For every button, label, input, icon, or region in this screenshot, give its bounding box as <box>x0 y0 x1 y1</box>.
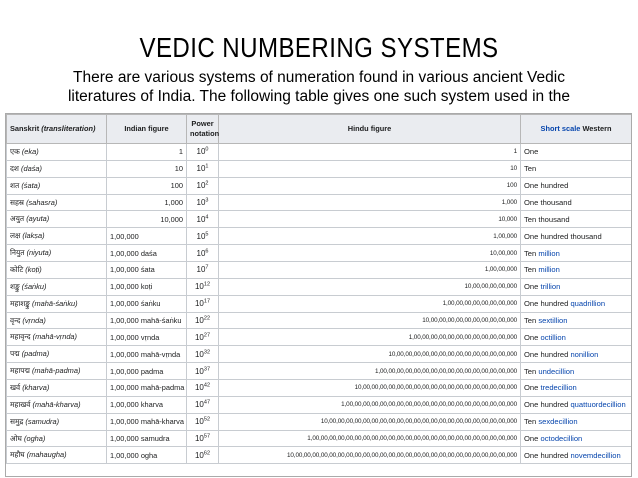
power-base: 10 <box>194 400 204 410</box>
power-exponent: 6 <box>205 247 209 254</box>
sanskrit-cell <box>7 396 107 413</box>
power-exponent: 7 <box>205 264 209 271</box>
power-exponent: 1 <box>205 163 209 170</box>
power-base: 10 <box>196 248 206 258</box>
hindu-figure-cell: 10 <box>219 160 521 177</box>
power-exponent: 32 <box>203 349 211 356</box>
western-prefix: Ten <box>524 248 539 258</box>
indian-figure-cell: 1,00,000 śata <box>107 262 187 279</box>
power-exponent: 62 <box>203 450 211 457</box>
table-row <box>7 346 632 363</box>
header-short-scale-western <box>521 115 632 144</box>
sanskrit-cell <box>7 177 107 194</box>
western-prefix: Ten <box>524 417 539 427</box>
power-notation-cell <box>187 295 219 312</box>
western-prefix: One <box>524 147 539 157</box>
power-notation-cell <box>187 363 219 380</box>
western-scale-link[interactable]: trillion <box>540 282 561 292</box>
power-base: 10 <box>194 299 204 309</box>
power-base: 10 <box>196 214 206 224</box>
sanskrit-word: पद्म <box>10 349 20 359</box>
indian-figure-cell: 1,00,000 <box>107 228 187 245</box>
western-prefix: Ten <box>524 366 539 376</box>
indian-figure-cell: 1,00,000 mahā-vṛnda <box>107 346 187 363</box>
sanskrit-cell <box>7 380 107 397</box>
hindu-figure-cell: 10,00,00,00,00,00,00,00,00,00,00,00,00,00,00,00,00,00,00,00,00,00,00,00,00,00,000 <box>219 447 521 464</box>
power-notation-cell <box>187 245 219 262</box>
short-scale-link[interactable]: Short scale <box>540 124 581 133</box>
western-prefix: One hundred <box>524 349 571 359</box>
western-cell <box>521 447 632 464</box>
hindu-figure-cell: 1,00,00,00,00,00,00,00,00,00,00,00,00,00,00,00,00,00,00,00,000 <box>219 396 521 413</box>
power-exponent: 0 <box>205 146 209 153</box>
transliteration: (niyuta) <box>26 248 52 258</box>
power-notation-cell <box>187 160 219 177</box>
numbering-table <box>6 114 632 464</box>
table-row <box>7 144 632 161</box>
table-row <box>7 329 632 346</box>
power-base: 10 <box>196 181 206 191</box>
power-base: 10 <box>196 198 206 207</box>
sanskrit-cell <box>7 430 107 447</box>
power-base: 10 <box>196 147 206 157</box>
power-base: 10 <box>194 316 204 326</box>
hindu-figure-cell: 1,00,00,00,00,00,00,00,00,00,00,00,00,00,00,00,00,00,00,00,00,00,00,00,000 <box>219 430 521 447</box>
hindu-figure-cell: 1,00,000 <box>219 228 521 245</box>
power-base: 10 <box>194 434 204 444</box>
western-cell <box>521 363 632 380</box>
hindu-figure-cell: 1,00,00,00,00,00,00,00,00,00,00,00,00,00,00,00,000 <box>219 363 521 380</box>
power-base: 10 <box>194 332 204 342</box>
western-scale-link[interactable]: undecillion <box>538 366 575 376</box>
transliteration: (vṛnda) <box>22 315 46 325</box>
western-cell <box>521 380 632 397</box>
power-notation-cell <box>187 228 219 245</box>
indian-figure-cell: 10,000 <box>107 211 187 228</box>
western-scale-link[interactable]: quadrillion <box>570 299 606 309</box>
hindu-figure-cell: 1,00,00,000 <box>219 262 521 279</box>
power-exponent: 4 <box>205 214 209 221</box>
sanskrit-word: महापद्म <box>10 366 30 376</box>
subtitle-line-2: literatures of India. The following table gives one such system used in the <box>67 88 571 105</box>
western-scale-link[interactable]: octillion <box>540 332 566 342</box>
transliteration: (śaṅku) <box>21 281 47 291</box>
hindu-figure-cell: 10,00,00,00,00,00,00,00,00,00,000 <box>219 312 521 329</box>
western-scale-link[interactable]: nonillion <box>570 349 599 359</box>
sanskrit-cell <box>7 312 107 329</box>
power-notation-cell <box>187 346 219 363</box>
sanskrit-word: कोटि <box>10 264 24 274</box>
table-row <box>7 413 632 430</box>
transliteration: (eka) <box>21 146 39 156</box>
indian-figure-cell: 1,00,000 koṭi <box>107 278 187 295</box>
western-prefix: One hundred <box>524 181 569 191</box>
power-base: 10 <box>194 450 204 460</box>
western-prefix: One <box>524 434 541 444</box>
transliteration: (mahaugha) <box>26 450 67 460</box>
power-notation-cell <box>187 447 219 464</box>
indian-figure-cell: 100 <box>107 177 187 194</box>
transliteration: (kharva) <box>22 382 50 392</box>
header-sanskrit-label: Sanskrit <box>10 124 40 133</box>
western-scale-link[interactable]: octodecillion <box>540 434 583 444</box>
sanskrit-cell <box>7 295 107 312</box>
transliteration: (mahā-padma) <box>31 366 81 376</box>
western-scale-link[interactable]: novemdecillion <box>570 450 621 460</box>
western-cell <box>521 413 632 430</box>
table-row <box>7 295 632 312</box>
table-header-row <box>7 115 632 144</box>
indian-figure-cell: 10 <box>107 160 187 177</box>
western-cell <box>521 144 632 161</box>
western-cell <box>521 346 632 363</box>
power-exponent: 47 <box>203 399 211 406</box>
power-notation-cell <box>187 430 219 447</box>
table-row <box>7 430 632 447</box>
sanskrit-cell <box>7 211 107 228</box>
western-cell <box>521 430 632 447</box>
hindu-figure-cell: 1,00,00,00,00,00,00,00,000 <box>219 295 521 312</box>
sanskrit-word: महाखर्व <box>10 399 31 409</box>
power-base: 10 <box>196 265 206 275</box>
western-prefix: One <box>524 282 541 292</box>
sanskrit-cell <box>7 447 107 464</box>
power-notation-cell <box>187 194 219 211</box>
indian-figure-cell: 1,00,000 samudra <box>107 430 187 447</box>
table-row <box>7 177 632 194</box>
table-row <box>7 380 632 397</box>
hindu-figure-cell: 10,00,00,00,00,00,00,00,00,00,00,00,00,00,00,00,00,00,00,00,00,00,000 <box>219 413 521 430</box>
western-scale-link[interactable]: sextillion <box>538 316 568 326</box>
table-row <box>7 228 632 245</box>
sanskrit-cell <box>7 228 107 245</box>
western-prefix: One hundred thousand <box>524 231 602 241</box>
hindu-figure-cell: 1 <box>219 144 521 161</box>
power-exponent: 17 <box>203 298 211 305</box>
western-scale-link[interactable]: quattuordecillion <box>570 400 626 410</box>
sanskrit-word: महावृन्द <box>10 332 31 342</box>
power-exponent: 12 <box>203 281 211 288</box>
hindu-figure-cell: 1,000 <box>219 194 521 211</box>
hindu-figure-cell: 10,00,00,00,00,000 <box>219 278 521 295</box>
power-base: 10 <box>196 164 206 174</box>
sanskrit-word: वृन्द <box>10 315 21 325</box>
indian-figure-cell: 1,00,000 mahā-kharva <box>107 413 187 430</box>
power-exponent: 5 <box>205 231 209 238</box>
sanskrit-word: एक <box>10 146 20 156</box>
sanskrit-cell <box>7 413 107 430</box>
sanskrit-word: खर्व <box>10 382 21 392</box>
header-sanskrit <box>7 115 107 144</box>
sanskrit-cell <box>7 160 107 177</box>
western-prefix: Ten <box>524 164 537 174</box>
header-transliteration-label: (transliteration) <box>41 124 96 133</box>
indian-figure-cell: 1 <box>107 144 187 161</box>
sanskrit-cell <box>7 346 107 363</box>
table-row <box>7 262 632 279</box>
sanskrit-word: ओघ <box>10 433 22 443</box>
transliteration: (mahā-kharva) <box>32 399 81 409</box>
power-exponent: 2 <box>205 180 209 187</box>
western-scale-link[interactable]: tredecillion <box>540 383 577 393</box>
sanskrit-cell <box>7 144 107 161</box>
sanskrit-cell <box>7 245 107 262</box>
power-base: 10 <box>196 231 206 241</box>
western-prefix: Ten <box>524 265 539 275</box>
hindu-figure-cell: 100 <box>219 177 521 194</box>
sanskrit-cell <box>7 262 107 279</box>
subtitle-line-1: There are various systems of numeration found in various ancient Vedic <box>73 69 565 86</box>
power-exponent: 57 <box>203 433 211 440</box>
indian-figure-cell: 1,00,000 ogha <box>107 447 187 464</box>
western-cell <box>521 228 632 245</box>
power-base: 10 <box>194 417 204 427</box>
western-cell <box>521 329 632 346</box>
power-exponent: 22 <box>203 315 211 322</box>
western-scale-link[interactable]: million <box>538 248 560 258</box>
slide-title: VEDIC NUMBERING SYSTEMS <box>139 32 499 63</box>
table-row <box>7 396 632 413</box>
western-scale-link[interactable]: sexdecillion <box>538 417 578 427</box>
table-row <box>7 245 632 262</box>
table-row <box>7 363 632 380</box>
sanskrit-word: शत <box>10 180 20 190</box>
sanskrit-word: शङ्कु <box>10 281 20 291</box>
indian-figure-cell: 1,00,000 kharva <box>107 396 187 413</box>
transliteration: (sahasra) <box>26 197 58 207</box>
header-power-notation: Power notation <box>187 115 219 144</box>
western-cell <box>521 194 632 211</box>
western-prefix: One <box>524 332 541 342</box>
transliteration: (mahā-śaṅku) <box>32 298 78 308</box>
indian-figure-cell: 1,00,000 padma <box>107 363 187 380</box>
sanskrit-word: महौघ <box>10 450 25 460</box>
power-exponent: 3 <box>205 197 209 204</box>
transliteration: (padma) <box>21 349 50 359</box>
western-cell <box>521 262 632 279</box>
power-exponent: 37 <box>203 365 211 372</box>
indian-figure-cell: 1,00,000 daśa <box>107 245 187 262</box>
sanskrit-word: महाशङ्कु <box>10 298 30 308</box>
sanskrit-word: दश <box>10 163 19 173</box>
transliteration: (samudra) <box>25 416 60 426</box>
numbering-table-frame <box>5 113 632 477</box>
western-cell <box>521 278 632 295</box>
western-cell <box>521 312 632 329</box>
table-row <box>7 211 632 228</box>
transliteration: (mahā-vṛnda) <box>32 332 77 342</box>
western-prefix: One hundred <box>524 450 571 460</box>
hindu-figure-cell: 10,00,00,00,00,00,00,00,00,00,00,00,00,00,000 <box>219 346 521 363</box>
power-base: 10 <box>194 349 204 359</box>
sanskrit-word: नियुत <box>10 248 25 258</box>
power-base: 10 <box>194 383 204 393</box>
power-notation-cell <box>187 312 219 329</box>
table-row <box>7 278 632 295</box>
indian-figure-cell: 1,00,000 śaṅku <box>107 295 187 312</box>
western-scale-link[interactable]: million <box>538 265 560 275</box>
power-notation-cell <box>187 396 219 413</box>
sanskrit-word: अयुत <box>10 214 25 224</box>
power-notation-cell <box>187 380 219 397</box>
western-cell <box>521 396 632 413</box>
western-prefix: Ten thousand <box>524 214 570 224</box>
table-body <box>7 144 632 464</box>
western-cell <box>521 211 632 228</box>
header-western-label: Western <box>582 124 612 133</box>
power-exponent: 27 <box>203 332 211 339</box>
table-row <box>7 160 632 177</box>
power-notation-cell <box>187 144 219 161</box>
slide-subtitle <box>0 68 638 106</box>
power-base: 10 <box>194 282 204 292</box>
western-cell <box>521 245 632 262</box>
western-prefix: One hundred <box>524 299 571 309</box>
hindu-figure-cell: 10,00,00,00,00,00,00,00,00,00,00,00,00,00,00,00,00,00,000 <box>219 380 521 397</box>
power-exponent: 42 <box>203 382 211 389</box>
transliteration: (lakṣa) <box>22 231 45 241</box>
indian-figure-cell: 1,00,000 vṛnda <box>107 329 187 346</box>
power-notation-cell <box>187 278 219 295</box>
western-cell <box>521 177 632 194</box>
table-row <box>7 312 632 329</box>
transliteration: (śata) <box>21 180 41 190</box>
transliteration: (ayuta) <box>26 214 50 224</box>
table-row <box>7 194 632 211</box>
indian-figure-cell: 1,000 <box>107 194 187 211</box>
hindu-figure-cell: 10,00,000 <box>219 245 521 262</box>
power-notation-cell <box>187 329 219 346</box>
power-notation-cell <box>187 177 219 194</box>
indian-figure-cell: 1,00,000 mahā-padma <box>107 380 187 397</box>
header-indian-figure: Indian figure <box>107 115 187 144</box>
power-notation-cell <box>187 262 219 279</box>
western-cell <box>521 295 632 312</box>
sanskrit-cell <box>7 363 107 380</box>
sanskrit-word: लक्ष <box>10 231 21 241</box>
power-notation-cell <box>187 413 219 430</box>
indian-figure-cell: 1,00,000 mahā-śaṅku <box>107 312 187 329</box>
western-cell <box>521 160 632 177</box>
power-base: 10 <box>194 366 204 376</box>
sanskrit-word: सहस्र <box>10 197 24 207</box>
power-exponent: 52 <box>203 416 211 423</box>
transliteration: (koṭi) <box>25 264 42 274</box>
header-hindu-figure: Hindu figure <box>219 115 521 144</box>
sanskrit-cell <box>7 329 107 346</box>
table-row <box>7 447 632 464</box>
hindu-figure-cell: 1,00,00,00,00,00,00,00,00,00,00,00,000 <box>219 329 521 346</box>
western-prefix: One hundred <box>524 400 571 410</box>
western-prefix: Ten <box>524 316 539 326</box>
hindu-figure-cell: 10,000 <box>219 211 521 228</box>
western-prefix: One <box>524 383 541 393</box>
sanskrit-cell <box>7 194 107 211</box>
transliteration: (ogha) <box>24 433 46 443</box>
power-notation-cell <box>187 211 219 228</box>
western-prefix: One thousand <box>524 198 572 207</box>
sanskrit-cell <box>7 278 107 295</box>
sanskrit-word: समुद्र <box>10 416 24 426</box>
transliteration: (daśa) <box>21 163 42 173</box>
